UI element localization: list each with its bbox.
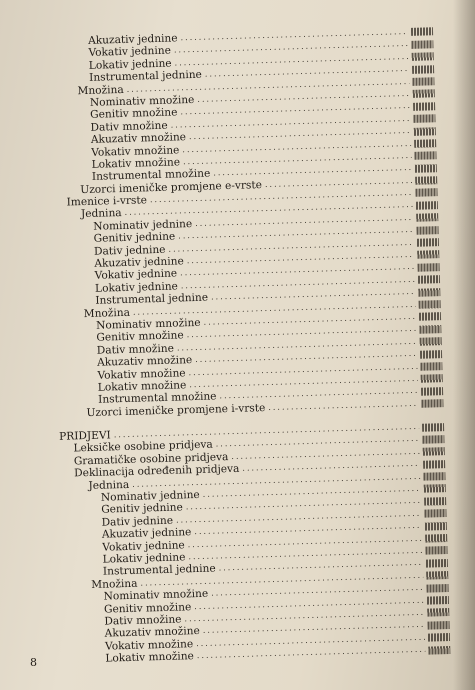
- toc-entry-label: Dativ množine: [104, 613, 182, 628]
- toc-page-number-illegible: [414, 127, 436, 136]
- toc-page-number-illegible: [424, 497, 446, 506]
- toc-entry-label: Genitiv množine: [90, 106, 178, 122]
- toc-entry-label: Množina: [83, 306, 131, 320]
- toc-entry-label: Akuzativ jednine: [87, 32, 178, 47]
- toc-page-number-illegible: [412, 65, 434, 74]
- toc-page-number-illegible: [417, 238, 439, 247]
- toc-entry-label: PRIDJEVI: [59, 429, 111, 443]
- toc-entry-label: Lokativ jednine: [88, 57, 172, 72]
- toc-entry-label: Uzorci imeničke promjene i-vrste: [86, 401, 266, 419]
- toc-page-number-illegible: [416, 226, 438, 235]
- toc-page-number-illegible: [422, 435, 444, 444]
- toc-entry-label: Akuzativ množine: [96, 354, 193, 369]
- toc-entry-label: Instrumental jednine: [89, 68, 203, 85]
- toc-entry-label: Lokativ množine: [91, 156, 181, 171]
- toc-entry-label: Genitiv množine: [96, 329, 184, 345]
- toc-entry-label: Lokativ množine: [105, 650, 195, 665]
- toc-page-number-illegible: [415, 189, 437, 198]
- toc-page-number-illegible: [420, 350, 442, 359]
- toc-page-number-illegible: [418, 275, 440, 284]
- toc-entry-label: Nominativ jednine: [100, 488, 200, 504]
- toc-entry-label: Dativ jednine: [101, 514, 174, 529]
- toc-entry-label: Instrumental jednine: [102, 562, 216, 579]
- toc-entry-label: Genitiv jednine: [101, 501, 183, 517]
- toc-page-number-illegible: [421, 374, 443, 383]
- toc-page-number-illegible: [413, 102, 435, 111]
- toc-page-number-illegible: [423, 460, 445, 469]
- toc-entry-label: Nominativ množine: [95, 316, 201, 332]
- toc-entry-label: Nominativ množine: [89, 93, 195, 109]
- toc-entry-label: Vokativ jednine: [102, 538, 185, 554]
- page-number: 8: [30, 656, 37, 669]
- toc-page-number-illegible: [415, 164, 437, 173]
- toc-page-number-illegible: [411, 28, 433, 37]
- toc-entry-label: Deklinacija određenih pridjeva: [74, 463, 240, 480]
- toc-entry-label: Množina: [77, 83, 124, 97]
- toc-entry-label: Leksičke osobine pridjeva: [73, 439, 213, 455]
- toc-page-number-illegible: [424, 509, 446, 518]
- toc-page-number-illegible: [426, 584, 448, 593]
- toc-page-number-illegible: [415, 176, 437, 185]
- toc-entry-label: Vokativ množine: [97, 366, 186, 382]
- toc-entry-label: Jednina: [80, 207, 122, 221]
- toc-page-number-illegible: [427, 596, 449, 605]
- toc-page-number-illegible: [423, 447, 445, 456]
- toc-page-number-illegible: [419, 313, 441, 322]
- table-of-contents: [48, 25, 450, 666]
- toc-entry-label: Lokativ množine: [97, 379, 187, 394]
- toc-entry-label: Lokativ jednine: [102, 551, 186, 566]
- toc-page-number-illegible: [420, 337, 442, 346]
- toc-entry-label: Akuzativ jednine: [101, 526, 192, 541]
- toc-page-number-illegible: [412, 52, 434, 61]
- toc-entry-label: Jednina: [88, 478, 130, 492]
- toc-page-number-illegible: [416, 201, 438, 210]
- page-edge-shadow: [453, 0, 475, 690]
- toc-page-number-illegible: [417, 251, 439, 260]
- toc-page-number-illegible: [417, 263, 439, 272]
- toc-page-number-illegible: [421, 399, 443, 408]
- toc-entry-label: Akuzativ jednine: [94, 255, 184, 270]
- toc-page-number-illegible: [419, 300, 441, 309]
- toc-entry-label: Imenice i-vrste: [66, 194, 148, 209]
- toc-entry-label: Vokativ jednine: [88, 44, 172, 60]
- toc-page-number-illegible: [413, 114, 435, 123]
- toc-page-number-illegible: [419, 325, 441, 334]
- toc-page-number-illegible: [414, 139, 436, 148]
- toc-page-number-illegible: [426, 571, 448, 580]
- toc-entry-label: Instrumental množine: [98, 390, 217, 407]
- toc-entry-label: Gramatičke osobine pridjeva: [73, 451, 229, 468]
- toc-entry-label: Akuzativ množine: [90, 131, 187, 146]
- toc-entry-label: Lokativ jednine: [94, 280, 179, 295]
- toc-entry-label: Genitiv jednine: [93, 230, 176, 246]
- toc-page-number-illegible: [425, 534, 447, 543]
- toc-entry-label: Vokativ množine: [91, 143, 180, 159]
- toc-page-number-illegible: [421, 387, 443, 396]
- toc-page-number-illegible: [426, 559, 448, 568]
- toc-entry-label: Uzorci imeničke promjene e-vrste: [80, 178, 263, 196]
- toc-entry-label: Dativ jednine: [93, 243, 166, 258]
- toc-page-number-illegible: [428, 633, 450, 642]
- toc-page-number-illegible: [422, 423, 444, 432]
- toc-page-number-illegible: [423, 472, 445, 481]
- toc-page-number-illegible: [424, 485, 446, 494]
- toc-page-number-illegible: [427, 621, 449, 630]
- toc-entry-label: Instrumental množine: [91, 167, 211, 184]
- toc-entry-label: Dativ množine: [90, 119, 168, 134]
- toc-entry-label: Vokativ jednine: [94, 267, 178, 283]
- toc-page-number-illegible: [413, 90, 435, 99]
- toc-entry-label: Množina: [91, 577, 138, 591]
- toc-page-number-illegible: [414, 151, 436, 160]
- toc-page-number-illegible: [420, 362, 442, 371]
- toc-entry-label: Instrumental jednine: [95, 291, 209, 307]
- toc-page-number-illegible: [411, 40, 433, 49]
- toc-entry-label: Akuzativ množine: [104, 625, 200, 640]
- toc-entry-label: Nominativ množine: [103, 587, 209, 603]
- toc-entry-label: Vokativ množine: [104, 637, 194, 653]
- toc-page-number-illegible: [412, 77, 434, 86]
- toc-page-number-illegible: [416, 213, 438, 222]
- toc-entry-label: Genitiv množine: [103, 600, 192, 616]
- toc-page-number-illegible: [428, 646, 450, 655]
- toc-entry-label: Nominativ jednine: [93, 217, 193, 233]
- toc-page-number-illegible: [425, 522, 447, 531]
- toc-page-number-illegible: [418, 288, 440, 297]
- toc-page-number-illegible: [425, 546, 447, 555]
- toc-entry-label: Dativ množine: [96, 342, 175, 357]
- toc-page-number-illegible: [427, 608, 449, 617]
